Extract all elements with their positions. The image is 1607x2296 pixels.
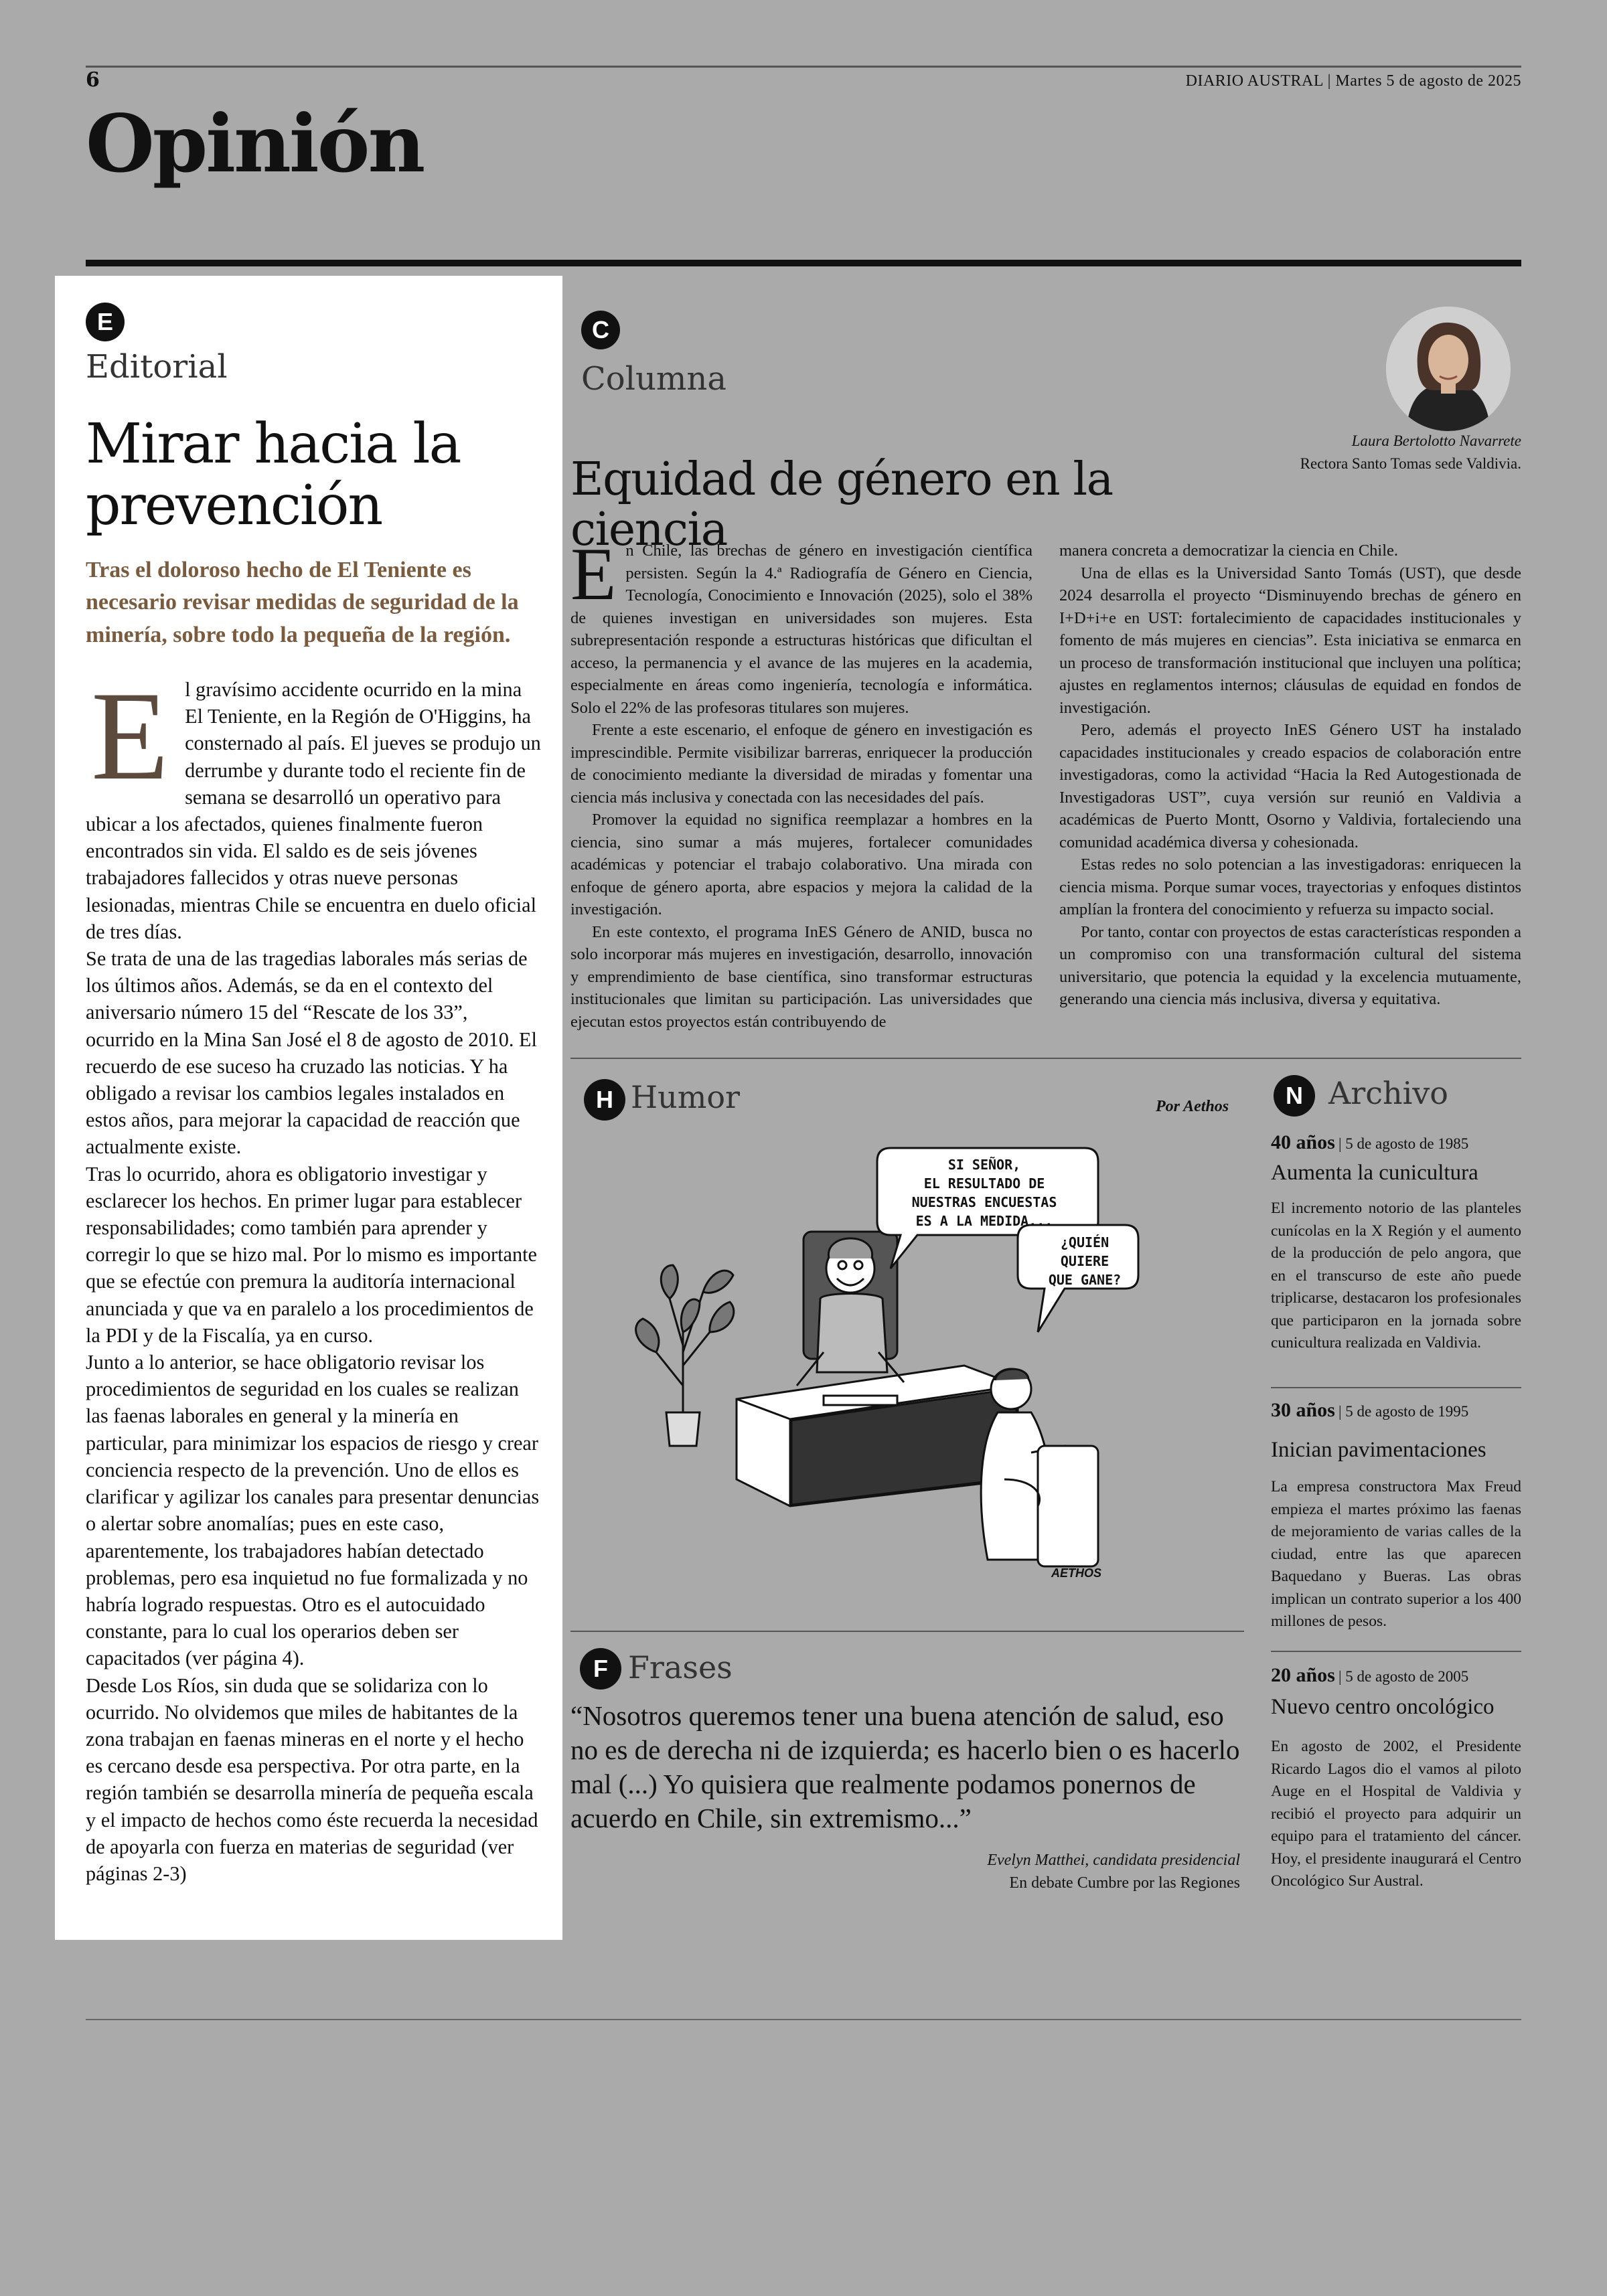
quote-context: En debate Cumbre por las Regiones (1009, 1874, 1240, 1892)
archivo-date: | 5 de agosto de 1995 (1338, 1403, 1469, 1420)
archivo-item (1271, 1399, 1521, 1633)
humor-label: Humor (631, 1079, 741, 1115)
archivo-divider (1271, 1651, 1521, 1652)
archivo-label: Archivo (1328, 1075, 1448, 1111)
column-author (1300, 430, 1521, 475)
column-label: Columna (581, 360, 726, 398)
archivo-years: 30 años (1271, 1399, 1335, 1421)
bottom-rule (86, 2019, 1521, 2020)
editorial-headline: Mirar hacia la prevención (86, 412, 461, 538)
editorial-label: Editorial (86, 348, 228, 386)
bubble-line: ¿QUIÉN (1060, 1234, 1109, 1250)
archivo-years: 20 años (1271, 1664, 1335, 1686)
column-paragraph: Una de ellas es la Universidad Santo Tomás (UST), que desde 2024 desarrolla el proyecto “Disminuyendo brechas de género en I+D+i+e en UST: fortalecimiento de capacidades institucionales y fomento de más mujeres en ciencias”. Esta iniciativa se enmarca en un proceso de transformación institucional que incluyen una política; ajustes en reglamentos internos; cláusulas de equidad en fondos de investigación. (1059, 564, 1521, 717)
author-name: Laura Bertolotto Navarrete (1351, 432, 1521, 449)
frases-quote: “Nosotros queremos tener una buena atención de salud, eso no es de derecha ni de izquierda; es hacerlo bien o es hacerlo mal (...) Yo quisiera que realmente podamos ponernos de acuerdo en Chile, sin extremismo...” (570, 1700, 1240, 1833)
editorial-paragraph: Desde Los Ríos, sin duda que se solidariza con lo ocurrido. No olvidemos que miles de habitantes de la zona trabajan en faenas mineras en el norte y el hecho es cercano desde esa perspectiva. Por otra parte, en la región también se desarrolla minería de pequeña escala y el impacto de hechos como éste recuerda la necesidad de apoyarla con fuerza en materias de seguridad (ver páginas 2-3) (86, 1673, 538, 1885)
bubble-line: SI SEÑOR, (947, 1157, 1021, 1173)
author-photo (1386, 307, 1511, 431)
humor-byline: Por Aethos (1156, 1098, 1229, 1115)
archivo-body: En agosto de 2002, el Presidente Ricardo Lagos dio el vamos al piloto Auge en el Hospital de Valdivia y recibió el proyecto para adquirir un equipo para el tratamiento del cáncer. Hoy, el presidente inaugurará el Centro Oncológico Sur Austral. (1271, 1738, 1521, 1890)
bubble-line: ES A LA MEDIDA... (915, 1213, 1053, 1229)
speech-bubble-2 (1024, 1233, 1145, 1289)
editorial-dropcap: E (91, 666, 169, 807)
column-badge: C (581, 311, 620, 349)
column-paragraph-text: n Chile, las brechas de género en investigación científica persisten. Según la 4.ª Radiografía de Género en Ciencia, Tecnología, Conocimiento e Innovación (2025), solo el 38% de quienes investigan en universidades son mujeres. Esta subrepresentación responde a estructuras históricas que dificultan el acceso, la permanencia y el avance de las mujeres en la academia, especialmente en áreas como ingeniería, tecnología e informática. Solo el 22% de las profesoras titulares son mujeres. (570, 542, 1032, 717)
column-paragraph: Estas redes no solo potencian a las investigadoras: enriquecen la ciencia misma. Porque sumar voces, trayectorias y enfoques distintos amplían la frontera del conocimiento y refuerza su impacto social. (1059, 855, 1521, 918)
editorial-badge: E (86, 303, 125, 341)
column-paragraph: En este contexto, el programa InES Género de ANID, busca no solo incorporar más mujeres en investigación, desarrollo, innovación y emprendimiento de base científica, sino transformar estructuras institucionales que limitan su participación. Las universidades que ejecutan estos proyectos están contribuyendo de (570, 922, 1032, 1031)
archivo-item (1271, 1131, 1521, 1355)
archivo-years: 40 años (1271, 1131, 1335, 1153)
top-rule (86, 66, 1521, 68)
editorial-paragraph-text: l gravísimo accidente ocurrido en la mina El Teniente, en la Región de O'Higgins, ha consternado al país. El jueves se produjo un derrumbe y durante todo el reciente fin de semana se desarrolló un operativo para ubicar a los afectados, quienes finalmente fueron encontrados sin vida. El saldo es de seis jóvenes trabajadores fallecidos y otras nueve personas lesionadas, mientras Chile se encuentra en duelo oficial de tres días. (86, 678, 541, 943)
humor-badge: H (584, 1079, 625, 1121)
bubble-line: QUE GANE? (1048, 1272, 1122, 1288)
column-headline: Equidad de género en la ciencia (570, 453, 1113, 556)
cartoon-signature: AETHOS (1051, 1566, 1102, 1580)
editorial-paragraph (86, 666, 541, 945)
quote-author: Evelyn Matthei, candidata presidencial (987, 1852, 1240, 1869)
editorial-body (86, 666, 541, 1887)
archivo-title: Aumenta la cunicultura (1271, 1161, 1478, 1185)
archivo-date: | 5 de agosto de 2005 (1338, 1668, 1469, 1685)
humor-divider (570, 1631, 1244, 1632)
author-title: Rectora Santo Tomas sede Valdivia. (1300, 455, 1521, 472)
column-paragraph: Por tanto, contar con proyectos de estas características responden a un compromiso con una transformación cultural del sistema universitario, que potencia la equidad y la excelencia mutuamente, generando una ciencia más inclusiva, diversa y equitativa. (1059, 922, 1521, 1008)
archivo-title: Nuevo centro oncológico (1271, 1695, 1495, 1719)
bubble-line: QUIERE (1060, 1253, 1109, 1269)
column-paragraph: Frente a este escenario, el enfoque de género en investigación es imprescindible. Permite visibilizar barreras, enriquecer la producción de conocimiento mediante la diversidad de miradas y fomentar una ciencia más inclusiva y conectada con las necesidades del país. (570, 721, 1032, 807)
editorial-paragraph: Tras lo ocurrido, ahora es obligatorio investigar y esclarecer los hechos. En primer lugar para establecer responsabilidades; como también para aprender y corregir lo que se hizo mal. Por lo mismo es importante que se efectúe con premura la auditoría internacional anunciada y que va en paralelo a los procedimientos de la PDI y de la Fiscalía, ya en curso. (86, 1162, 537, 1347)
section-rule (86, 260, 1521, 266)
frases-label: Frases (628, 1649, 733, 1686)
page-number: 6 (86, 68, 100, 92)
frases-source (987, 1849, 1240, 1894)
editorial-paragraph: Junto a lo anterior, se hace obligatorio revisar los procedimientos de seguridad en los cuales se realizan las faenas laborales en general y la minería en particular, para minimizar los espacios de riesgo y crear conciencia respecto de la prevención. Uno de ellos es clarificar y agilizar los canales para presentar denuncias o alertar sobre anomalías; pues en este caso, aparentemente, los trabajadores habían detectado problemas, pero esa inquietud no fue formalizada y no habría logrado respuestas. Otro es el autocuidado constante, para lo cual los operarios deben ser capacitados (ver página 4). (86, 1351, 540, 1670)
frases-badge: F (580, 1648, 621, 1690)
archivo-date: | 5 de agosto de 1985 (1338, 1135, 1469, 1152)
speech-bubble-1 (884, 1155, 1085, 1230)
bubble-line: EL RESULTADO DE (923, 1175, 1045, 1192)
archivo-body: La empresa constructora Max Freud empieza el martes próximo las faenas de mejoramiento de varias calles de la ciudad, entre las que aparecen Baquedano y Bueras. Las obras implican un contrato superior a los 400 millones de pesos. (1271, 1478, 1521, 1630)
bubble-line: NUESTRAS ENCUESTAS (911, 1194, 1057, 1210)
archivo-title: Inician pavimentaciones (1271, 1438, 1486, 1462)
author-photo-portrait (1386, 307, 1511, 431)
column-divider (570, 1058, 1521, 1059)
column-paragraph: Promover la equidad no significa reemplazar a hombres en la ciencia, sino sumar a más mujeres, fortalecer comunidades académicas y potenciar el trabajo colaborativo. Una mirada con enfoque de género aporta, abre espacios y mejora la calidad de la investigación. (570, 811, 1032, 918)
column-paragraph: Pero, además el proyecto InES Género UST ha instalado capacidades institucionales y creado espacios de colaboración entre investigadoras, como la actividad “Hacia la Red Autogestionada de Investigadoras UST”, cuya versión sur reunió en Valdivia a académicas de Puerto Montt, Osorno y Valdivia, fortaleciendo una comunidad académica diversa y cohesionada. (1059, 721, 1521, 851)
archivo-body: El incremento notorio de las planteles cunícolas en la X Región y el aumento de la producción de pelo angora, que en el transcurso de este año puede triplicarse, destacaron los profesionales que participaron en la jornada sobre cunicultura realizada en Valdivia. (1271, 1200, 1521, 1351)
column-paragraph: manera concreta a democratizar la ciencia en Chile. (1059, 542, 1399, 560)
editorial-deck: Tras el doloroso hecho de El Teniente es necesario revisar medidas de seguridad de la minería, sobre todo la pequeña de la región. (86, 558, 519, 647)
section-title: Opinión (86, 97, 424, 190)
column-body-left (570, 533, 1032, 1033)
archivo-divider (1271, 1387, 1521, 1388)
column-paragraph (570, 533, 1032, 719)
archivo-badge: N (1274, 1075, 1315, 1117)
archivo-item (1271, 1664, 1521, 1893)
column-dropcap: E (570, 533, 617, 616)
editorial-paragraph: Se trata de una de las tragedias laborales más serias de los últimos años. Además, se da en el contexto del aniversario número 15 del “Rescate de los 33”, ocurrido en la Mina San José el 8 de agosto de 2010. El recuerdo de ese suceso ha cruzado las noticias. Y ha obligado a revisar los cambios legales instalados en estos años, para mejorar la capacidad de reacción que actualmente existe. (86, 947, 537, 1159)
column-body-right (1059, 540, 1521, 1011)
masthead: DIARIO AUSTRAL | Martes 5 de agosto de 2025 (1185, 72, 1521, 90)
